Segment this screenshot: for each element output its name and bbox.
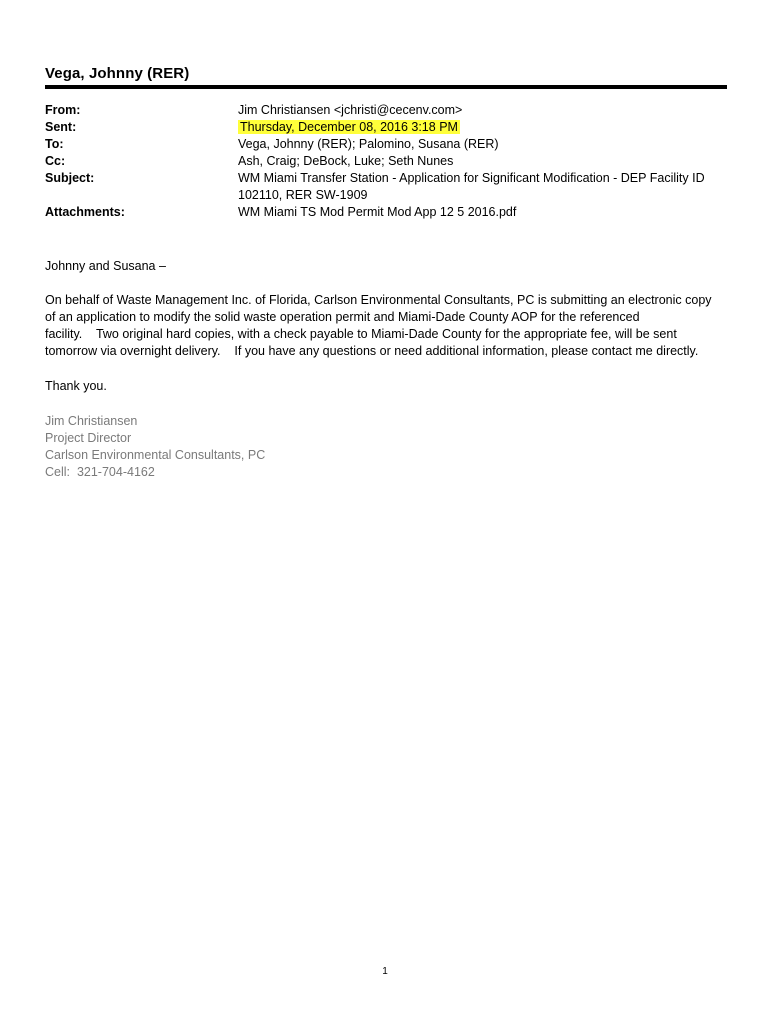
from-row <box>45 102 735 119</box>
subject-line-1: WM Miami Transfer Station - Application for Significant Modification - DEP Facility ID <box>238 171 705 185</box>
cc-value: Ash, Craig; DeBock, Luke; Seth Nunes <box>238 154 454 168</box>
signature-name: Jim Christiansen <box>45 414 138 428</box>
page-title: Vega, Johnny (RER) <box>45 65 190 82</box>
sent-label: Sent: <box>45 120 77 134</box>
page-number: 1 <box>382 966 388 977</box>
signature-cell: Cell: 321-704-4162 <box>45 465 155 479</box>
signature-role: Project Director <box>45 431 132 445</box>
cc-row <box>45 153 735 170</box>
signature-block <box>45 413 265 481</box>
cc-label: Cc: <box>45 154 66 168</box>
sent-value: Thursday, December 08, 2016 3:18 PM <box>240 120 458 134</box>
closing: Thank you. <box>45 379 107 393</box>
title-rule <box>45 85 727 89</box>
from-value: Jim Christiansen <jchristi@cecenv.com> <box>238 103 463 117</box>
paragraph-line: facility. Two original hard copies, with a check payable to Miami-Dade County for the appropriate fee, will be sent <box>45 327 677 341</box>
from-label: From: <box>45 103 81 117</box>
to-value: Vega, Johnny (RER); Palomino, Susana (RER) <box>238 137 499 151</box>
attachments-row <box>45 204 735 221</box>
attachments-label: Attachments: <box>45 205 125 219</box>
subject-label: Subject: <box>45 171 95 185</box>
email-header <box>45 102 735 221</box>
paragraph-line: of an application to modify the solid waste operation permit and Miami-Dade County AOP for the referenced <box>45 310 640 324</box>
message-paragraph <box>45 292 735 360</box>
subject-value <box>238 170 728 204</box>
paragraph-line: tomorrow via overnight delivery. If you have any questions or need additional information, please contact me directly. <box>45 344 699 358</box>
to-row <box>45 136 735 153</box>
to-label: To: <box>45 137 64 151</box>
paragraph-line: On behalf of Waste Management Inc. of Florida, Carlson Environmental Consultants, PC is submitting an electronic copy <box>45 293 712 307</box>
greeting: Johnny and Susana – <box>45 259 166 273</box>
attachment-link[interactable]: WM Miami TS Mod Permit Mod App 12 5 2016.pdf <box>238 205 517 219</box>
sent-row <box>45 119 735 136</box>
subject-line-2: 102110, RER SW-1909 <box>238 188 368 202</box>
signature-company: Carlson Environmental Consultants, PC <box>45 448 266 462</box>
subject-row <box>45 170 735 204</box>
